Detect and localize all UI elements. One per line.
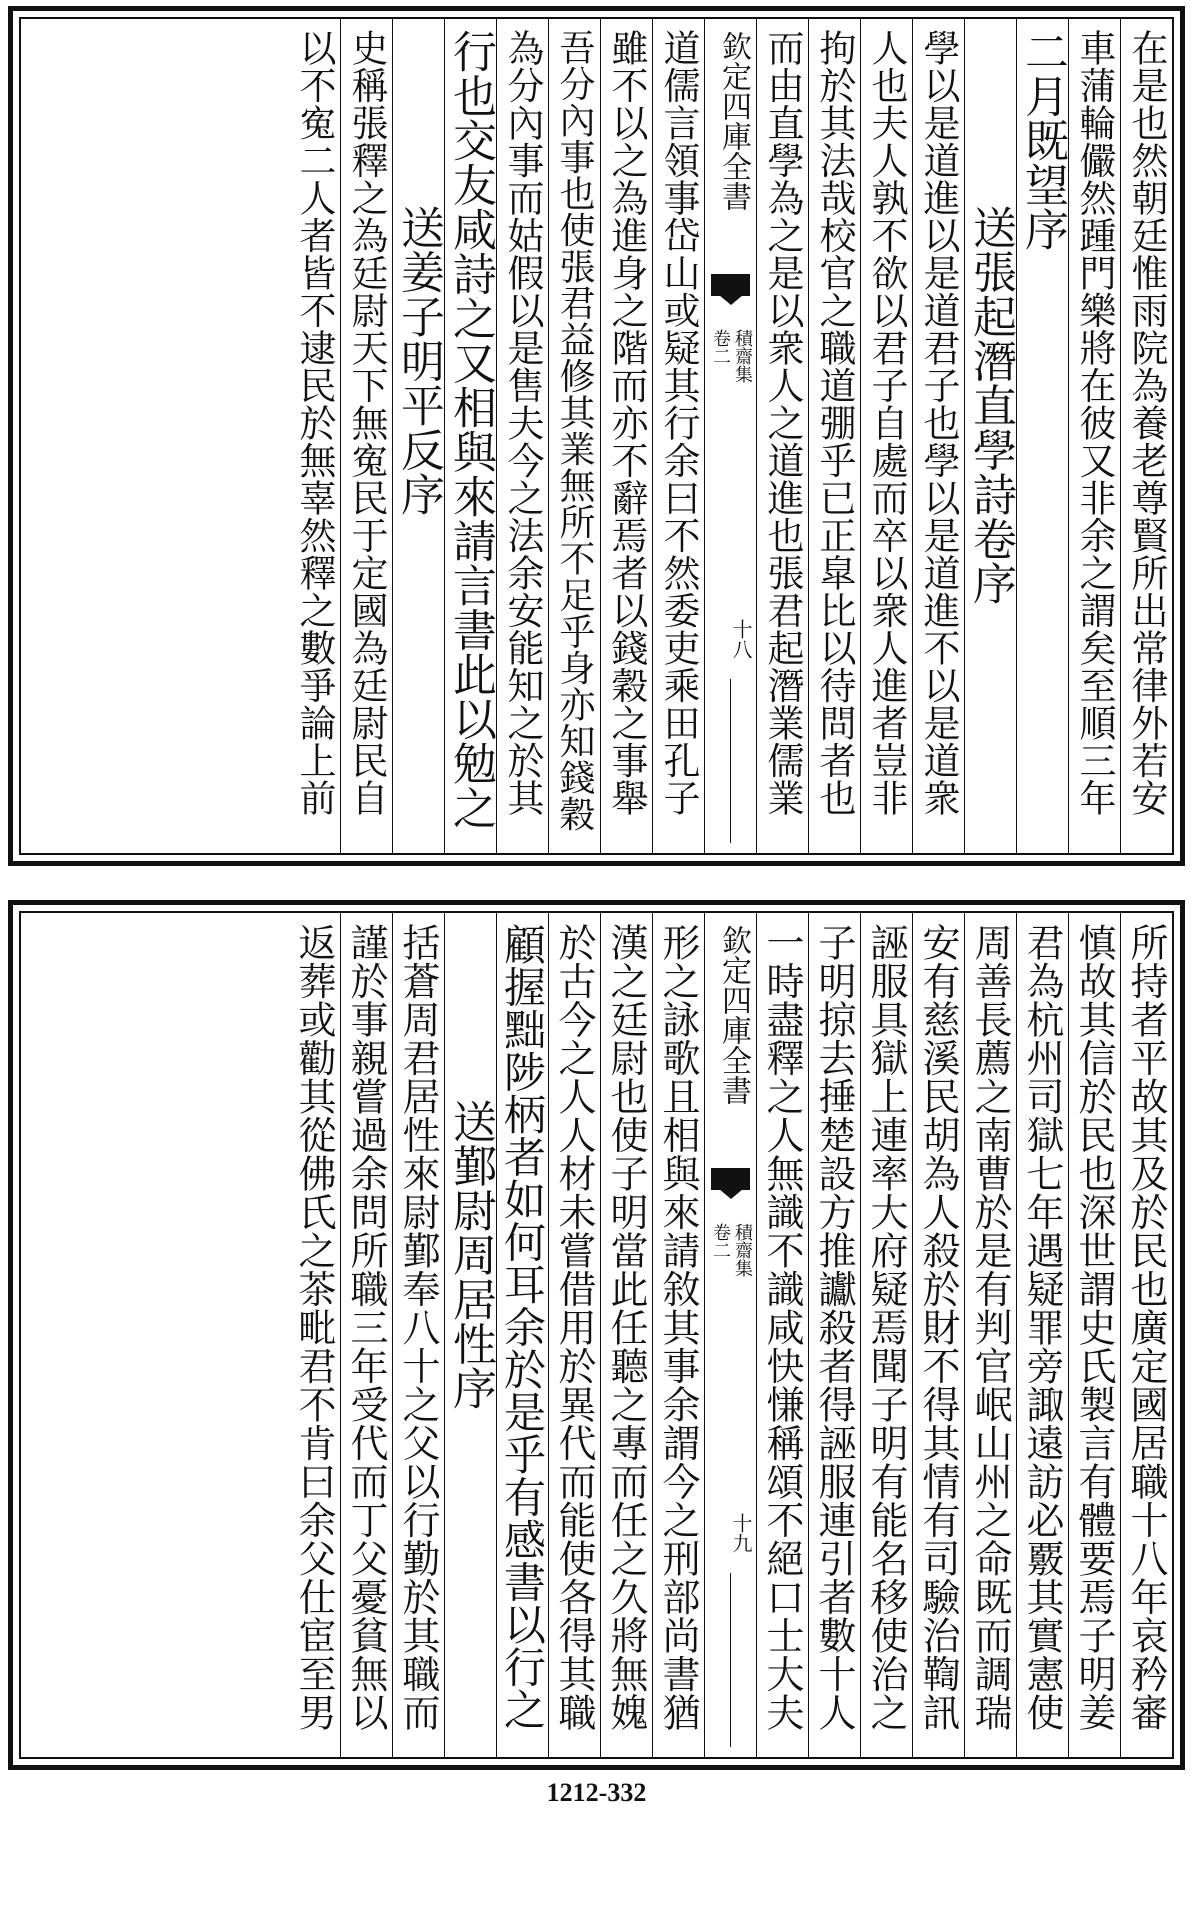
text-line: 在是也然朝廷惟雨院為養老尊賢所出常律外若安 <box>1125 29 1168 817</box>
top-page <box>8 6 1185 866</box>
book-title: 欽定四庫全書 <box>716 925 751 1105</box>
text-column <box>548 913 600 1757</box>
text-column <box>600 19 652 853</box>
text-line: 而由直學為之是以衆人之道進也張君起潛業儒業 <box>761 29 804 817</box>
banner-rule <box>730 1573 731 1747</box>
section-title: 送姜子明平反序 <box>393 205 444 517</box>
text-column <box>1068 913 1120 1757</box>
text-line: 以不寃二人者皆不逮民於無辜然釋之數爭論上前 <box>293 29 336 817</box>
text-line: 子明掠去捶楚設方推讞殺者得誣服連引者數十人 <box>812 923 856 1732</box>
volume-info <box>709 329 753 383</box>
text-column <box>964 913 1016 1757</box>
text-line: 雖不以之為進身之階而亦不辭焉者以錢穀之事舉 <box>605 29 648 817</box>
text-column <box>1016 913 1068 1757</box>
text-line: 一時盡釋之人無識不識咸快慊稱頌不絕口士大夫 <box>760 923 804 1732</box>
text-line: 於古今之人人材未嘗借用於異代而能使各得其職 <box>552 923 596 1732</box>
text-column <box>1120 19 1172 853</box>
text-line: 顧握黜陟柄者如何耳余於是乎有感書以行之 <box>498 923 547 1731</box>
text-column <box>392 913 444 1757</box>
text-line: 括蒼周君居性來尉鄞奉八十之父以行勤於其職而 <box>396 923 440 1732</box>
text-column <box>860 19 912 853</box>
bottom-page <box>8 900 1185 1770</box>
text-column <box>340 19 392 853</box>
text-line: 安有慈溪民胡為人殺於財不得其情有司驗治鞫訊 <box>916 923 960 1732</box>
text-line: 拘於其法哉校官之職道弸乎已正皐比以待問者也 <box>813 29 856 817</box>
section-title: 送張起潛直學詩卷序 <box>965 205 1016 606</box>
fold-banner <box>704 913 756 1757</box>
text-column <box>600 913 652 1757</box>
text-column <box>808 19 860 853</box>
text-column <box>652 19 704 853</box>
top-page-frame <box>19 17 1174 855</box>
text-column <box>912 913 964 1757</box>
text-line: 漢之廷尉也使子明當此任聽之專而任之久將無媿 <box>604 923 648 1732</box>
text-line: 謹於事親嘗過余問所職三年受代而丁父憂貧無以 <box>344 923 388 1732</box>
banner-rule <box>730 679 731 843</box>
text-column <box>496 913 548 1757</box>
bottom-page-columns <box>21 913 1172 1757</box>
leaf-number: 十八 <box>729 619 753 659</box>
text-column <box>1120 913 1172 1757</box>
text-column <box>756 19 808 853</box>
text-line: 君為杭州司獄七年遇疑罪旁諏遠訪必覈其實憲使 <box>1020 923 1064 1732</box>
bottom-page-frame <box>19 911 1174 1759</box>
text-column <box>860 913 912 1757</box>
text-line: 誣服具獄上連率大府疑焉聞子明有能名移使治之 <box>864 923 908 1732</box>
volume-number: 卷二 <box>710 329 731 365</box>
top-page-columns <box>21 19 1172 853</box>
fold-banner <box>704 19 756 853</box>
fish-tail-mark <box>711 274 750 296</box>
text-line: 所持者平故其及於民也廣定國居職十八年哀矜審 <box>1124 923 1168 1732</box>
section-title-column <box>964 19 1016 853</box>
section-title: 送鄞尉周居性序 <box>445 1099 496 1411</box>
book-title: 欽定四庫全書 <box>716 31 751 211</box>
collection-name: 積齋集 <box>732 1223 753 1277</box>
text-column <box>288 913 340 1757</box>
text-line: 學以是道進以是道君子也學以是道進不以是道衆 <box>917 29 960 817</box>
fish-tail-mark <box>711 1168 750 1190</box>
text-line: 道儒言領事岱山或疑其行余曰不然委吏乘田孔子 <box>657 29 700 817</box>
section-title-column <box>392 19 444 853</box>
text-line: 史稱張釋之為廷尉天下無寃民于定國為廷尉民自 <box>345 29 388 817</box>
text-line: 為分內事而姑假以是售夫今之法余安能知之於其 <box>501 29 544 817</box>
text-column <box>1068 19 1120 853</box>
text-column <box>496 19 548 853</box>
text-line: 行也交友咸詩之又相與來請言書此以勉之 <box>445 29 496 830</box>
text-column <box>756 913 808 1757</box>
collection-name: 積齋集 <box>732 329 753 383</box>
page-number: 1212-332 <box>546 1778 647 1807</box>
text-column <box>548 19 600 853</box>
text-line: 二月既望序 <box>1017 29 1068 252</box>
text-line: 人也夫人孰不欲以君子自處而卒以衆人進者豈非 <box>865 29 908 817</box>
text-column <box>808 913 860 1757</box>
text-line: 周善長薦之南曹於是有判官岷山州之命既而調瑞 <box>968 923 1012 1732</box>
text-line: 車蒲輪儼然踵門樂將在彼又非余之謂矣至順三年 <box>1073 29 1116 817</box>
text-column <box>1016 19 1068 853</box>
text-column <box>444 19 496 853</box>
text-column <box>340 913 392 1757</box>
text-column <box>288 19 340 853</box>
text-column <box>652 913 704 1757</box>
text-column <box>912 19 964 853</box>
volume-number: 卷二 <box>710 1223 731 1259</box>
text-line: 返葬或勸其從佛氏之茶毗君不肯曰余父仕宦至男 <box>292 923 336 1732</box>
volume-info <box>709 1223 753 1277</box>
text-line: 形之詠歌且相與來請敘其事余謂今之刑部尚書猶 <box>656 923 700 1732</box>
leaf-number: 十九 <box>729 1513 753 1553</box>
text-line: 慎故其信於民也深世謂史氏製言有體要焉子明姜 <box>1072 923 1116 1732</box>
section-title-column <box>444 913 496 1757</box>
text-line: 吾分內事也使張君益修其業無所不足乎身亦知錢穀 <box>554 29 595 832</box>
